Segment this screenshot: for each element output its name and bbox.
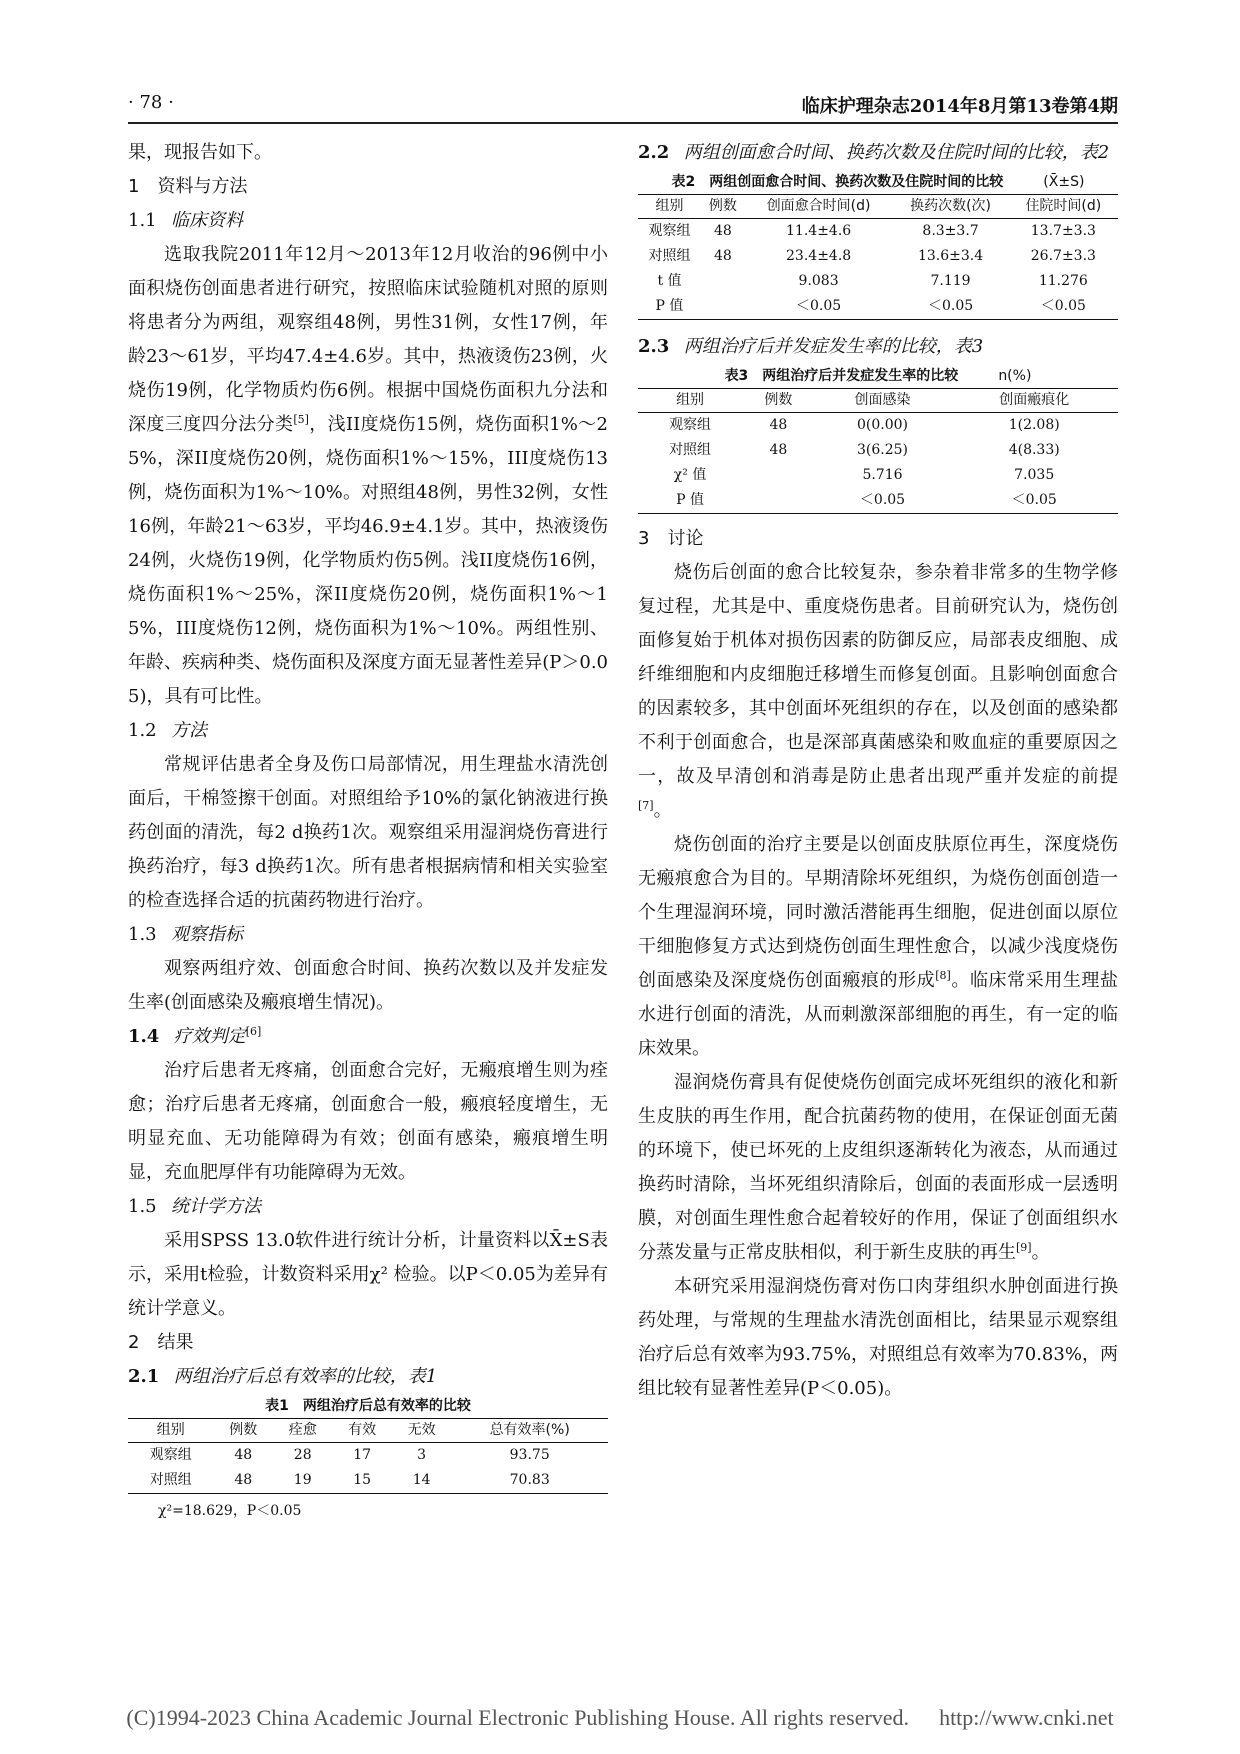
table-cell: 48 [234, 1472, 253, 1488]
table-cell: ＜0.05 [1040, 298, 1086, 314]
table-cell: 1(2.08) [1008, 417, 1060, 433]
paragraph [638, 828, 1118, 1066]
section-number: 1.5 [128, 1196, 157, 1217]
section-number: 2.1 [128, 1366, 160, 1387]
table-cell: 3 [417, 1447, 427, 1463]
section-number: 1.1 [128, 210, 157, 231]
table-cell: 15 [353, 1472, 372, 1488]
table-cell: 13.6±3.4 [917, 248, 984, 264]
table-cell: 93.75 [509, 1447, 550, 1463]
copyright-notice: (C)1994-2023 China Academic Journal Electronic Publishing House. All rights reserved. [126, 1705, 910, 1730]
citation: [8] [935, 969, 951, 982]
table-cell [701, 294, 745, 320]
table-cell: ＜0.05 [796, 298, 842, 314]
right-column [638, 136, 1118, 1406]
table-header: 例数 [742, 389, 814, 413]
table-cell: 13.7±3.3 [1030, 223, 1096, 239]
table-cell: P 值 [676, 492, 704, 508]
table-caption: 表1 两组治疗后总有效率的比较 [265, 1398, 471, 1414]
text: 。 [653, 800, 672, 821]
table-cell: t 值 [657, 273, 682, 289]
table-cell: 28 [293, 1447, 312, 1463]
subsection-title: 方法 [171, 720, 208, 741]
table-cell: 观察组 [648, 223, 691, 239]
table-cell: 11.4±4.6 [786, 223, 852, 239]
table-cell: 19 [293, 1472, 312, 1488]
paragraph: 采用SPSS 13.0软件进行统计分析，计量资料以X̄±S表示，采用t检验，计数资料采用χ² 检验。以P＜0.05为差异有统计学意义。 [128, 1230, 608, 1319]
table-caption [638, 366, 1118, 386]
table-header: 组别 [128, 1419, 214, 1443]
table-cell: 48 [769, 417, 788, 433]
table-cell: P 值 [655, 298, 684, 314]
paragraph: 观察两组疗效、创面愈合时间、换药次数以及并发症发生率(创面感染及瘢痕增生情况)。 [128, 958, 608, 1013]
table-cell: 26.7±3.3 [1030, 248, 1096, 264]
paragraph [128, 238, 608, 714]
paragraph: 治疗后患者无疼痛，创面愈合完好，无瘢痕增生则为痊愈；治疗后患者无疼痛，创面愈合一般，瘢痕轻度增生，无明显充血、无功能障碍为有效；创面有感染，瘢痕增生明显，充血肥厚伴有功能障碍为无效。 [128, 1060, 608, 1183]
table-unit: (X̄±S) [1043, 174, 1085, 190]
table-cell: 对照组 [149, 1472, 192, 1488]
table-header: 痊愈 [273, 1419, 332, 1443]
table-note: χ²=18.629，P＜0.05 [158, 1503, 302, 1519]
subsection-heading [128, 918, 608, 952]
page-number: · 78 · [128, 92, 174, 113]
subsection-heading [128, 1360, 608, 1394]
paragraph: 果，现报告如下。 [128, 142, 272, 163]
left-column [128, 136, 608, 1522]
table-cell: 4(8.33) [1008, 442, 1060, 458]
text: 烧伤创面的治疗主要是以创面皮肤原位再生，深度烧伤无瘢痕愈合为目的。早期清除坏死组织，为烧伤创面创造一个生理湿润环境，同时激活潜能再生细胞，促进创面以原位干细胞修复方式达到烧伤创面生理性愈合，以减少浅度烧伤创面感染及深度烧伤创面瘢痕的形成 [638, 834, 1118, 991]
table-cell: ＜0.05 [859, 492, 906, 508]
subsection-title: 两组治疗后并发症发生率的比较，表3 [683, 336, 984, 357]
table-cell: 48 [713, 223, 732, 239]
table-header: 总有效率(%) [451, 1419, 608, 1443]
section-heading: 1 资料与方法 [128, 176, 248, 197]
table-cell: 3(6.25) [856, 442, 908, 458]
table-3 [638, 388, 1118, 514]
table-cell [701, 269, 745, 294]
paragraph: 本研究采用湿润烧伤膏对伤口肉芽组织水肿创面进行换药处理，与常规的生理盐水清洗创面相比，结果显示观察组治疗后总有效率为93.75%，对照组总有效率为70.83%，两组比较有显著性差异(P＜0.05)。 [638, 1276, 1118, 1399]
table-header: 例数 [701, 195, 745, 219]
table-header: 创面愈合时间(d) [745, 195, 893, 219]
table-cell: 对照组 [648, 248, 691, 264]
footer-url: http://www.cnki.net [939, 1705, 1114, 1730]
table-header: 组别 [638, 389, 742, 413]
table-row [638, 413, 1118, 439]
subsection-title: 两组创面愈合时间、换药次数及住院时间的比较，表2 [683, 142, 1110, 163]
table-cell: 7.119 [930, 273, 971, 289]
subsection-title: 统计学方法 [171, 1196, 262, 1217]
text: 。临床常采用生理盐水进行创面的清洗，从而刺激深部细胞的再生，有一定的临床效果。 [638, 970, 1118, 1059]
table-cell [742, 463, 814, 488]
text: ，浅II度烧伤15例，烧伤面积1%～25%，深II度烧伤20例，烧伤面积1%～15%，III度烧伤13例，烧伤面积为1%～10%。对照组48例，男性32例，女性16例，年龄21～63岁，平均46.9±4.1岁。其中，热液烫伤24例，火烧伤19例，化学物质灼伤5例。浅II度烧伤16例，烧伤面积1%～25%，深II度烧伤20例，烧伤面积1%～15%，III度烧伤12例，烧伤面积为1%～10%。两组性别、年龄、疾病种类、烧伤面积及深度方面无显著性差异(P＞0.05)，具有可比性。 [128, 414, 608, 707]
table-cell: 观察组 [149, 1447, 192, 1463]
section-heading: 3 讨论 [638, 528, 704, 549]
table-cell: 对照组 [669, 442, 712, 458]
subsection-title: 两组治疗后总有效率的比较，表1 [173, 1366, 438, 1387]
table-header: 创面瘢痕化 [950, 389, 1118, 413]
table-row [638, 269, 1118, 294]
table-cell [742, 488, 814, 514]
subsection-title: 疗效判定 [173, 1026, 246, 1047]
table-header: 例数 [214, 1419, 273, 1443]
page-footer [0, 1705, 1240, 1731]
text: 湿润烧伤膏具有促使烧伤创面完成坏死组织的液化和新生皮肤的再生作用，配合抗菌药物的使用，在保证创面无菌的环境下，使已坏死的上皮组织逐渐转化为液态，从而通过换药时清除，当坏死组织清除后，创面的表面形成一层透明膜，对创面生理性愈合起着较好的作用，保证了创面组织水分蒸发量与正常皮肤相似，利于新生皮肤的再生 [638, 1072, 1118, 1263]
citation: [9] [1016, 1241, 1032, 1254]
table-row [128, 1443, 608, 1469]
header-rule [128, 122, 1118, 124]
table-cell: 14 [412, 1472, 431, 1488]
subsection-title: 观察指标 [171, 924, 244, 945]
table-row [638, 244, 1118, 269]
table-row [638, 463, 1118, 488]
section-number: 2.3 [638, 336, 670, 357]
subsection-heading [638, 136, 1118, 170]
table-header-row [638, 195, 1118, 219]
table-cell: ＜0.05 [927, 298, 974, 314]
table-caption [638, 172, 1118, 192]
table-header: 创面感染 [815, 389, 951, 413]
table-cell: 48 [713, 248, 732, 264]
table-unit: n(%) [998, 368, 1032, 384]
table-header: 住院时间(d) [1009, 195, 1118, 219]
table-cell: ＜0.05 [1011, 492, 1057, 508]
paragraph [638, 1066, 1118, 1270]
citation: [6] [245, 1025, 262, 1038]
table-header-row [638, 389, 1118, 413]
table-cell: 0(0.00) [856, 417, 908, 433]
table-cell: 48 [769, 442, 788, 458]
paragraph: 常规评估患者全身及伤口局部情况，用生理盐水清洗创面后，干棉签擦干创面。对照组给予10%的氯化钠液进行换药创面的清洗，每2 d换药1次。观察组采用湿润烧伤膏进行换药治疗，每3 d换药1次。所有患者根据病情和相关实验室的检查选择合适的抗菌药物进行治疗。 [128, 754, 608, 911]
citation: [5] [293, 413, 309, 426]
table-cell: 5.716 [862, 467, 903, 483]
text: 选取我院2011年12月～2013年12月收治的96例中小面积烧伤创面患者进行研究，按照临床试验随机对照的原则将患者分为两组，观察组48例，男性31例，女性17例，年龄23～61岁，平均47.4±4.6岁。其中，热液烫伤23例，火烧伤19例，化学物质灼伤6例。根据中国烧伤面积九分法和深度三度四分法分类 [128, 244, 608, 435]
table-row [638, 294, 1118, 320]
text: 。 [1031, 1242, 1050, 1263]
table-header: 换药次数(次) [892, 195, 1008, 219]
section-number: 1.2 [128, 720, 157, 741]
section-number: 1.4 [128, 1026, 160, 1047]
table-row [128, 1468, 608, 1494]
section-heading: 2 结果 [128, 1332, 194, 1353]
subsection-heading [128, 204, 608, 238]
table-2 [638, 194, 1118, 320]
table-cell: 11.276 [1038, 273, 1088, 289]
table-header: 组别 [638, 195, 701, 219]
table-cell: 48 [234, 1447, 253, 1463]
section-number: 1.3 [128, 924, 157, 945]
table-cell: 9.083 [798, 273, 839, 289]
table-row [638, 219, 1118, 245]
subsection-heading [128, 1190, 608, 1224]
subsection-heading [638, 330, 1118, 364]
text: 烧伤后创面的愈合比较复杂，参杂着非常多的生物学修复过程，尤其是中、重度烧伤患者。目前研究认为，烧伤创面修复始于机体对损伤因素的防御反应，局部表皮细胞、成纤维细胞和内皮细胞迁移增生而修复创面。且影响创面愈合的因素较多，其中创面坏死组织的存在，以及创面的感染都不利于创面愈合，也是深部真菌感染和败血症的重要原因之一，故及早清创和消毒是防止患者出现严重并发症的前提 [638, 562, 1118, 787]
subsection-heading [128, 1020, 608, 1054]
table-header: 无效 [392, 1419, 451, 1443]
table-cell: 7.035 [1014, 467, 1055, 483]
journal-issue: 临床护理杂志2014年8月第13卷第4期 [801, 96, 1118, 117]
table-cell: 70.83 [509, 1472, 550, 1488]
table-caption-text: 表3 两组治疗后并发症发生率的比较 [724, 368, 959, 384]
table-cell: χ² 值 [673, 467, 707, 483]
table-cell: 23.4±4.8 [786, 248, 852, 264]
section-number: 2.2 [638, 142, 670, 163]
table-1 [128, 1418, 608, 1494]
table-caption-text: 表2 两组创面愈合时间、换药次数及住院时间的比较 [671, 174, 1004, 190]
table-cell: 观察组 [669, 417, 712, 433]
subsection-heading [128, 714, 608, 748]
paragraph [638, 556, 1118, 828]
citation: [7] [638, 799, 654, 812]
page-header [128, 86, 1118, 120]
table-header-row [128, 1419, 608, 1443]
table-cell: 17 [353, 1447, 372, 1463]
table-cell: 8.3±3.7 [922, 223, 979, 239]
table-header: 有效 [332, 1419, 391, 1443]
subsection-title: 临床资料 [171, 210, 244, 231]
table-row [638, 488, 1118, 514]
table-row [638, 438, 1118, 463]
